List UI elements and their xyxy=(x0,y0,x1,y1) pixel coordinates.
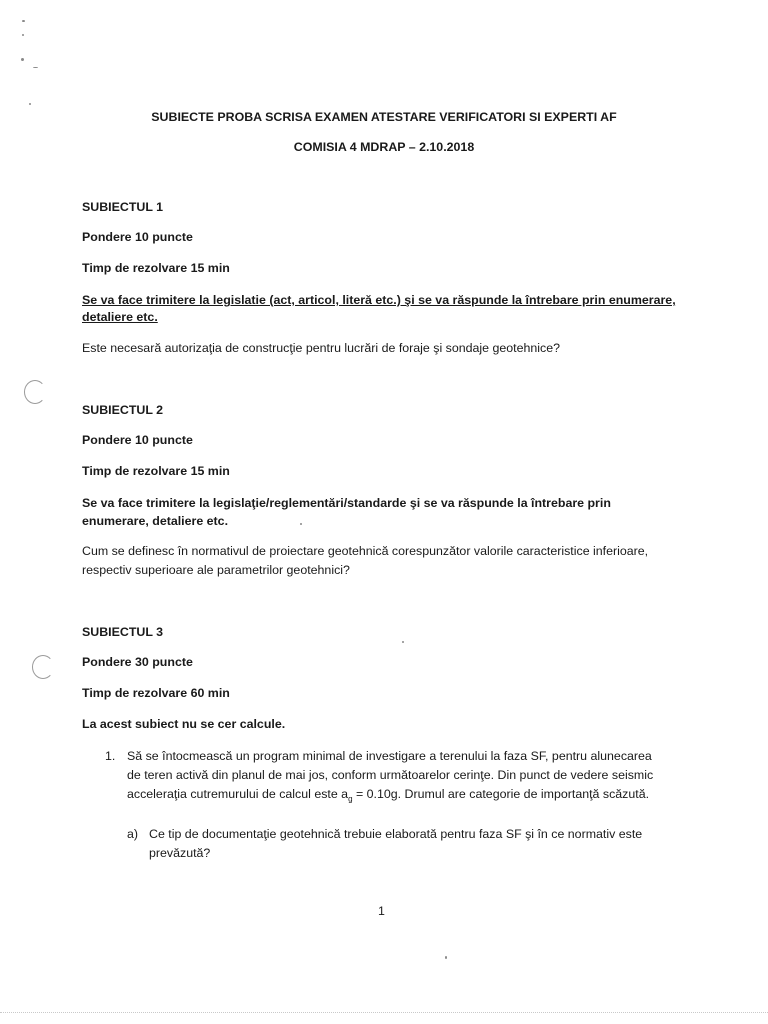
list-item-text-cont xyxy=(127,787,649,806)
subject-1-time: Timp de rezolvare 15 min xyxy=(82,261,230,275)
subject-2-weight: Pondere 10 puncte xyxy=(82,433,193,447)
subject-2-time: Timp de rezolvare 15 min xyxy=(82,464,230,478)
list-item-number: 1. xyxy=(105,749,116,763)
scan-edge xyxy=(0,1012,768,1015)
subject-3-time: Timp de rezolvare 60 min xyxy=(82,686,230,700)
subject-1-heading: SUBIECTUL 1 xyxy=(82,200,164,214)
sub-item-label: a) xyxy=(127,827,139,841)
sub-item-text: Ce tip de documentaţie geotehnică trebuie elaborată pentru faza SF şi în ce normativ este xyxy=(149,827,643,841)
scan-speck xyxy=(445,956,447,959)
scan-speck xyxy=(22,20,25,22)
list-item-text-cont: de teren activă din planul de mai jos, conform următoarelor cerinţe. Din punct de vedere seismic xyxy=(127,768,654,782)
subject-1-instruction-cont: detaliere etc. xyxy=(82,310,158,324)
punch-hole xyxy=(32,655,54,679)
commission-title: COMISIA 4 MDRAP – 2.10.2018 xyxy=(293,140,475,154)
scan-speck xyxy=(21,58,24,61)
sub-item-text-cont: prevăzută? xyxy=(149,846,211,860)
subject-2-question-cont: respectiv superioare ale parametrilor geotehnici? xyxy=(82,563,350,577)
acceleration-value: = 0.10g. Drumul are categorie de importanţă scăzută. xyxy=(352,787,650,801)
scan-speck xyxy=(300,523,302,525)
document-title: SUBIECTE PROBA SCRISA EXAMEN ATESTARE VERIFICATORI SI EXPERTI AF xyxy=(151,110,617,124)
subject-3-heading: SUBIECTUL 3 xyxy=(82,625,164,639)
page-number: 1 xyxy=(378,904,385,918)
scan-speck xyxy=(29,103,31,105)
subject-2-question: Cum se definesc în normativul de proiectare geotehnică corespunzător valorile caracteristice inferioare, xyxy=(82,544,649,558)
subject-2-instruction-cont: enumerare, detaliere etc. xyxy=(82,514,229,528)
subject-3-weight: Pondere 30 puncte xyxy=(82,655,193,669)
scan-speck xyxy=(33,67,38,68)
subject-3-note: La acest subiect nu se cer calcule. xyxy=(82,717,286,731)
subject-1-instruction: Se va face trimitere la legislatie (act, articol, literă etc.) şi se va răspunde la întrebare prin enumerare, xyxy=(82,293,676,307)
acceleration-subscript: g xyxy=(348,794,353,804)
subject-1-weight: Pondere 10 puncte xyxy=(82,230,193,244)
acceleration-text: acceleraţia cutremurului de calcul este a xyxy=(127,787,349,801)
subject-2-heading: SUBIECTUL 2 xyxy=(82,403,164,417)
subject-2-instruction: Se va face trimitere la legislaţie/reglementări/standarde şi se va răspunde la întrebare prin xyxy=(82,496,611,510)
scan-speck xyxy=(402,641,404,643)
list-item-text: Să se întocmească un program minimal de investigare a terenului la faza SF, pentru alunecarea xyxy=(127,749,652,763)
subject-1-question: Este necesară autorizaţia de construcţie pentru lucrări de foraje şi sondaje geotehnice? xyxy=(82,341,561,355)
punch-hole xyxy=(24,380,46,404)
scan-speck xyxy=(22,34,24,36)
